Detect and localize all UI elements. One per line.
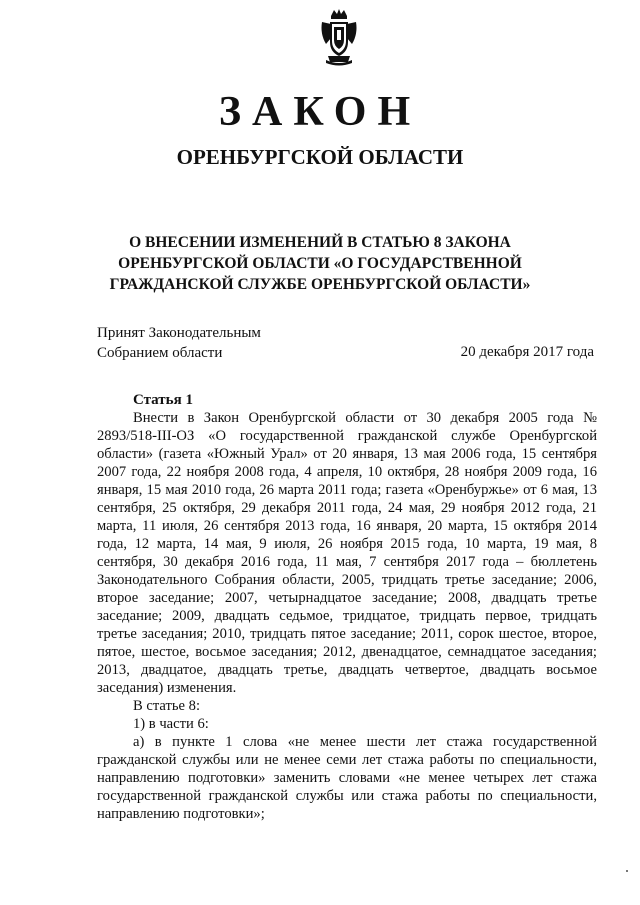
article-title: Статья 1	[133, 392, 193, 408]
adoption-date: 20 декабря 2017 года	[460, 344, 594, 360]
adoption-info	[97, 323, 261, 363]
document-title: ЗАКОН	[218, 89, 422, 135]
law-heading-line: ГРАЖДАНСКОЙ СЛУЖБЕ ОРЕНБУРГСКОЙ ОБЛАСТИ»	[109, 276, 531, 293]
law-heading	[0, 232, 640, 295]
article-paragraph: Внести в Закон Оренбургской области от 30 декабря 2005 года № 2893/518-III-ОЗ «О государственной гражданской службе Оренбургской области» (газета «Южный Урал» от 20 января, 13 мая 2006 года, 15 сентября 2007 года, 22 ноября 2008 года, 4 апреля, 10 октября, 28 ноября 2009 года, 16 января, 15 мая 2010 года, 26 марта 2011 года; газета «Оренбуржье» от 6 мая, 13 сентября, 25 октября, 29 декабря 2011 года, 24 мая, 29 ноября 2012 года, 21 марта, 11 июля, 26 сентября 2013 года, 16 января, 20 марта, 15 октября 2014 года, 12 марта, 14 мая, 9 июля, 26 ноября 2015 года, 10 марта, 19 мая, 8 сентября, 30 декабря 2016 года, 11 мая, 7 сентября 2017 года – бюллетень Законодательного Собрания области, 2005, тридцать третье заседание; 2006, второе заседание; 2007, четырнадцатое заседание; 2008, двадцать третье заседание; 2009, двадцать седьмое, тридцатое, тридцать первое, тридцать третье заседания; 2010, тридцать пятое заседание; 2011, сорок шестое, второе, пятое, шестое, восьмое заседания; 2012, двенадцатое, семнадцатое заседания; 2013, двадцатое, двадцать третье, двадцать четвертое, двадцать восьмое заседания) изменения.	[97, 410, 597, 696]
law-heading-line: ОРЕНБУРГСКОЙ ОБЛАСТИ «О ГОСУДАРСТВЕННОЙ	[118, 255, 522, 272]
article-paragraph: а) в пункте 1 слова «не менее шести лет стажа государственной гражданской службы или не менее семи лет стажа работы по специальности, направлению подготовки» заменить словами «не менее четырех лет стажа государственной гражданской службы или стажа работы по специальности, направлению подготовки»;	[97, 734, 597, 822]
law-heading-line: О ВНЕСЕНИИ ИЗМЕНЕНИЙ В СТАТЬЮ 8 ЗАКОНА	[129, 234, 511, 251]
scan-artifact	[626, 870, 628, 872]
article-body	[97, 409, 597, 823]
coat-of-arms-icon	[318, 8, 360, 66]
adoption-line: Собранием области	[97, 345, 223, 361]
adoption-line: Принят Законодательным	[97, 325, 261, 341]
article-paragraph: В статье 8:	[133, 698, 201, 714]
document-region: ОРЕНБУРГСКОЙ ОБЛАСТИ	[176, 145, 464, 169]
article-paragraph: 1) в части 6:	[133, 716, 209, 732]
